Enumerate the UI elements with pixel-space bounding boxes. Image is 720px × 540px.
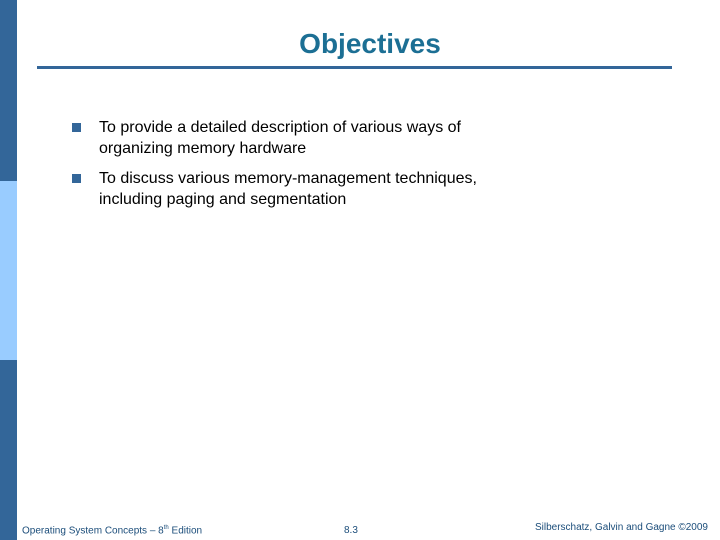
square-bullet-icon: [72, 123, 81, 132]
bullet-text-line-2: organizing memory hardware: [99, 140, 307, 157]
bullet-text-line-2: including paging and segmentation: [99, 191, 347, 208]
bullet-text-line-1: To provide a detailed description of various ways of: [99, 119, 461, 136]
bullet-list: [72, 117, 692, 219]
bullet-item: [72, 117, 692, 159]
bullet-item: [72, 168, 692, 210]
footer-book-sup: th: [163, 525, 169, 531]
square-bullet-icon: [72, 174, 81, 183]
sidebar-bottom-band: [0, 360, 17, 540]
footer-page-number: 8.3: [344, 525, 358, 536]
slide-title: Objectives: [299, 28, 441, 59]
footer-book-suffix: Edition: [168, 525, 203, 537]
sidebar-middle-band: [0, 181, 17, 360]
footer-book-title: [22, 525, 202, 536]
footer-book-prefix: Operating System Concepts – 8: [22, 525, 164, 537]
footer-copyright: Silberschatz, Galvin and Gagne ©2009: [534, 522, 708, 533]
bullet-text-line-1: To discuss various memory-management techniques,: [99, 170, 477, 187]
title-divider: [37, 66, 672, 69]
sidebar-top-band: [0, 0, 17, 181]
